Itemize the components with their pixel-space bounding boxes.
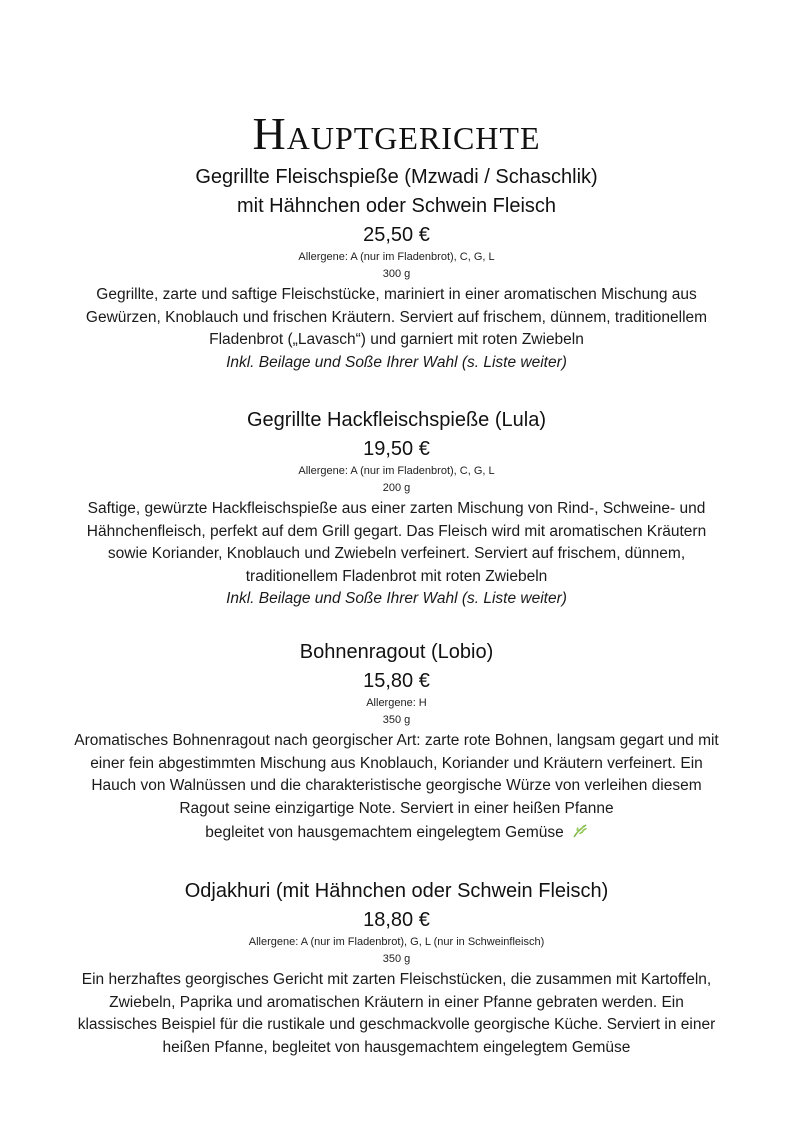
dish-name: Gegrillte Hackfleischspieße (Lula) bbox=[246, 409, 546, 431]
dish-price: 15,80 € bbox=[363, 670, 430, 692]
page-title: Hauptgerichte bbox=[252, 108, 541, 159]
dish-price: 25,50 € bbox=[363, 224, 430, 246]
dish-name: Bohnenragout (Lobio) bbox=[299, 641, 494, 663]
dish-weight: 350 g bbox=[382, 714, 411, 726]
dish-description: Saftige, gewürzte Hackfleischspieße aus einer zarten Mischung von Rind-, Schweine- und Hähnchenfleisch, perfekt auf dem Grill gegart. Das Fleisch wird mit aromatischen Kräutern sowie Koriander, Knoblauch und Zwiebeln verfeinert. Serviert auf frischem, dünnem, traditionellem Fladenbrot mit roten Zwiebeln bbox=[86, 500, 707, 585]
dish-description: Aromatisches Bohnenragout nach georgischer Art: zarte rote Bohnen, langsam gegart und mit einer fein abgestimmten Mischung aus Knoblauch, Koriander und Kräutern verfeinert. Ein Hauch von Walnüssen und die charakteristische georgische Würze von verleihen diesem Ragout seine einzigartige Note. Serviert in einer heißen Pfanne bbox=[74, 732, 719, 817]
dish-weight: 200 g bbox=[382, 482, 411, 494]
dish-side-note: Inkl. Beilage und Soße Ihrer Wahl (s. Liste weiter) bbox=[226, 590, 567, 607]
dish-lobio bbox=[70, 638, 723, 845]
dish-allergens: Allergene: A (nur im Fladenbrot), C, G, L bbox=[298, 465, 495, 477]
dish-mzwadi bbox=[70, 163, 723, 374]
dish-description-last: begleitet von hausgemachtem eingelegtem Gemüse bbox=[205, 824, 564, 841]
dish-price: 19,50 € bbox=[363, 438, 430, 460]
dish-weight: 350 g bbox=[382, 953, 411, 965]
vegetarian-leaf-icon bbox=[572, 823, 588, 839]
dish-odjakhuri bbox=[70, 877, 723, 1059]
dish-name-line2: mit Hähnchen oder Schwein Fleisch bbox=[236, 195, 557, 217]
dish-allergens: Allergene: A (nur im Fladenbrot), G, L (nur in Schweinfleisch) bbox=[248, 936, 545, 948]
dish-name: Odjakhuri (mit Hähnchen oder Schwein Fleisch) bbox=[184, 880, 609, 902]
dish-name-line1: Gegrillte Fleischspieße (Mzwadi / Schaschlik) bbox=[195, 166, 598, 188]
dish-price: 18,80 € bbox=[363, 909, 430, 931]
dish-side-note: Inkl. Beilage und Soße Ihrer Wahl (s. Liste weiter) bbox=[226, 353, 567, 371]
dish-allergens: Allergene: A (nur im Fladenbrot), C, G, L bbox=[298, 251, 495, 263]
dish-description: Gegrillte, zarte und saftige Fleischstücke, mariniert in einer aromatischen Mischung aus Gewürzen, Knoblauch und frischen Kräutern. Serviert auf frischem, dünnem, traditionellem Fladenbrot („Lavasch“) und garniert mit roten Zwiebeln bbox=[85, 286, 708, 348]
dish-allergens: Allergene: H bbox=[366, 697, 427, 709]
dish-description: Ein herzhaftes georgisches Gericht mit zarten Fleischstücken, die zusammen mit Kartoffeln, Zwiebeln, Paprika und aromatischen Kräutern in einer Pfanne gebraten werden. Ein klassisches Beispiel für die rustikale und geschmackvolle georgische Küche. Serviert in einer heißen Pfanne, begleitet von hausgemachtem eingelegtem Gemüse bbox=[77, 971, 716, 1056]
dish-weight: 300 g bbox=[382, 268, 411, 280]
dish-lula bbox=[70, 406, 723, 611]
dish-description-last-line bbox=[70, 822, 723, 845]
